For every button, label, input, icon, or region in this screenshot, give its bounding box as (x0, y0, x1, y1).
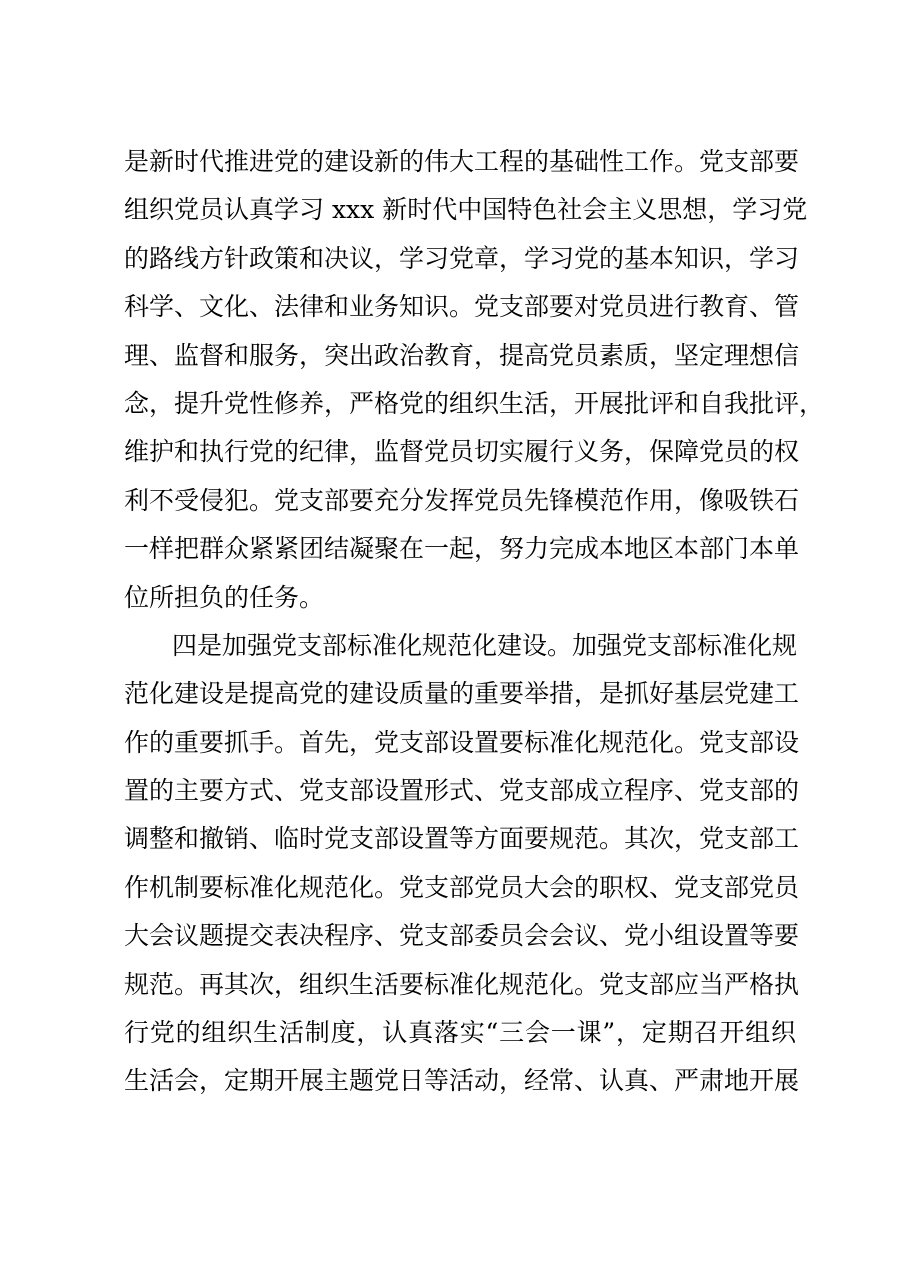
text-line: 维护和执行党的纪律，监督党员切实履行义务，保障党员的权 (124, 437, 800, 467)
text-line: 范化建设是提高党的建设质量的重要举措，是抓好基层党建工 (124, 679, 800, 709)
body-text (124, 138, 825, 1106)
text-line: 置的主要方式、党支部设置形式、党支部成立程序、党支部的 (124, 776, 800, 806)
text-line: 科学、文化、法律和业务知识。党支部要对党员进行教育、管 (124, 292, 800, 322)
text-line: 规范。再其次，组织生活要标准化规范化。党支部应当严格执 (124, 969, 800, 999)
text-line: 大会议题提交表决程序、党支部委员会会议、党小组设置等要 (124, 921, 800, 951)
text-line: 调整和撤销、临时党支部设置等方面要规范。其次，党支部工 (124, 824, 800, 854)
text-line: 作机制要标准化规范化。党支部党员大会的职权、党支部党员 (124, 872, 800, 902)
text-line: 理、监督和服务，突出政治教育，提高党员素质，坚定理想信 (124, 340, 800, 370)
text-line: 念，提升党性修养，严格党的组织生活，开展批评和自我批评， (124, 388, 825, 418)
text-line: 的路线方针政策和决议，学习党章，学习党的基本知识，学习 (124, 243, 800, 273)
text-line: 生活会，定期开展主题党日等活动，经常、认真、严肃地开展 (124, 1066, 800, 1096)
text-line: 是新时代推进党的建设新的伟大工程的基础性工作。党支部要 (124, 147, 800, 176)
text-line: 利不受侵犯。党支部要充分发挥党员先锋模范作用，像吸铁石 (124, 485, 800, 515)
paragraph-first-line: 四是加强党支部标准化规范化建设。加强党支部标准化规 (172, 630, 798, 660)
text-line: 组织党员认真学习 xxx 新时代中国特色社会主义思想，学习党 (124, 195, 808, 225)
text-line: 行党的组织生活制度，认真落实“三会一课”，定期召开组织 (124, 1018, 796, 1048)
text-line: 一样把群众紧紧团结凝聚在一起，努力完成本地区本部门本单 (124, 534, 800, 564)
text-line: 作的重要抓手。首先，党支部设置要标准化规范化。党支部设 (124, 727, 800, 757)
text-line: 位所担负的任务。 (124, 582, 325, 612)
